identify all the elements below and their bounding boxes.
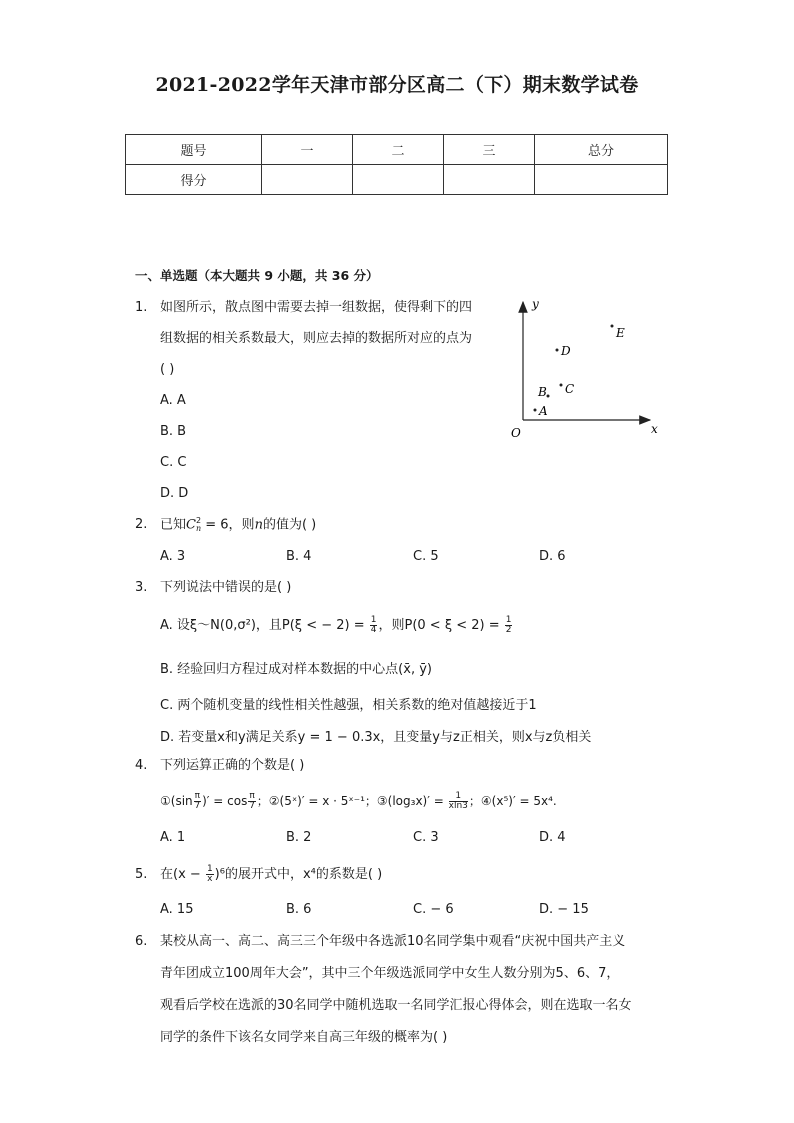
q4-expr-text: ；④(x⁵)′ = 5x⁴. (468, 794, 557, 808)
q4-expr-text: )′ = cos (202, 794, 248, 808)
q3-option-d: D. 若变量x和y满足关系y = 1 − 0.3x，且变量y与z正相关，则x与z负相关 (160, 730, 592, 745)
q2-option-a: A. 3 (160, 549, 186, 564)
q6-stem-line: 同学的条件下该名女同学来自高三年级的概率为( ) (160, 1030, 448, 1045)
q6-stem-line: 青年团成立100周年大会”，其中三个年级选派同学中女生人数分别为5、6、7， (160, 966, 620, 981)
y-axis-label: y (532, 297, 539, 311)
section-heading: 一、单选题（本大题共 9 小题，共 36 分） (135, 268, 379, 283)
q4-stem: 下列运算正确的个数是( ) (160, 758, 305, 773)
q3-option-b: B. 经验回归方程过成对样本数据的中心点(x̄, ȳ) (160, 662, 432, 677)
q2-option-b: B. 4 (286, 549, 312, 564)
question-number: 4. (135, 758, 148, 773)
point-d (556, 349, 559, 352)
point-c (560, 384, 563, 387)
score-table-header-row (126, 135, 668, 165)
fraction-numerator: 1 (370, 615, 377, 625)
q1-option-d: D. D (160, 486, 189, 501)
q3-option-a (160, 614, 513, 635)
score-cell (262, 165, 353, 195)
score-header-cell: 一 (262, 135, 353, 165)
page-title: 2021-2022学年天津市部分区高二（下）期末数学试卷 (155, 74, 639, 96)
point-b-label: B (538, 385, 547, 399)
scatter-plot-figure (505, 292, 665, 442)
q5-stem-text: )⁶的展开式中，x⁴的系数是( ) (214, 867, 383, 882)
score-header-cell: 三 (444, 135, 535, 165)
q3-option-c: C. 两个随机变量的线性相关性越强，相关系数的绝对值越接近于1 (160, 698, 537, 713)
fraction-numerator: 1 (206, 864, 213, 874)
point-b (547, 395, 550, 398)
fraction (248, 792, 255, 811)
q6-stem-line: 观看后学校在选派的30名同学中随机选取一名同学汇报心得体会，则在选取一名女 (160, 998, 632, 1013)
q4-expr-text: ①(sin (160, 794, 193, 808)
q4-option-d: D. 4 (539, 830, 566, 845)
q4-expr-text: ；②(5ˣ)′ = x · 5ˣ⁻¹；③(log₃x)′ = (256, 794, 448, 808)
fraction-numerator: 1 (505, 615, 512, 625)
q1-option-a: A. A (160, 393, 186, 408)
q3-option-a-text: ，则P(0 < ξ < 2) = (378, 618, 504, 633)
fraction-denominator: 2 (505, 625, 512, 635)
q1-stem-line: 组数据的相关系数最大，则应去掉的数据所对应的点为 (160, 331, 473, 346)
fraction-denominator: 4 (370, 625, 377, 635)
fraction-denominator: x (207, 874, 213, 884)
score-cell (535, 165, 668, 195)
score-header-cell: 题号 (126, 135, 262, 165)
q2-option-d: D. 6 (539, 549, 566, 564)
q2-stem-text: 已知 (160, 517, 187, 533)
q2-combination-symbol: C (186, 517, 196, 533)
fraction-denominator: xln3 (448, 801, 468, 811)
point-e-label: E (616, 326, 625, 340)
q1-option-c: C. C (160, 455, 187, 470)
fraction-denominator: 7 (194, 801, 201, 811)
score-table-score-row (126, 165, 668, 195)
q5-option-c: C. − 6 (413, 902, 454, 917)
q2-combination-sup: 2 (195, 516, 202, 525)
q2-variable: n (254, 517, 263, 533)
q5-stem (160, 865, 382, 884)
q5-option-a: A. 15 (160, 902, 194, 917)
origin-label: O (511, 426, 521, 440)
q4-option-c: C. 3 (413, 830, 439, 845)
point-a (534, 409, 537, 412)
score-header-cell: 总分 (535, 135, 668, 165)
fraction-denominator: 7 (249, 801, 255, 811)
fraction-numerator: π (194, 791, 201, 801)
point-a-label: A (539, 404, 548, 418)
question-number: 6. (135, 934, 148, 949)
q2-stem (160, 517, 316, 534)
fraction (505, 616, 513, 635)
score-cell (444, 165, 535, 195)
q4-option-b: B. 2 (286, 830, 312, 845)
question-number: 2. (135, 517, 148, 532)
q3-stem: 下列说法中错误的是( ) (160, 580, 292, 595)
q5-stem-text: 在(x − (160, 867, 205, 882)
x-axis-label: x (651, 422, 658, 436)
score-table (125, 134, 668, 195)
question-number: 5. (135, 867, 148, 882)
q4-expressions (160, 792, 557, 811)
fraction-numerator: 1 (449, 792, 468, 802)
score-cell (353, 165, 444, 195)
q2-option-c: C. 5 (413, 549, 439, 564)
fraction (370, 616, 378, 635)
score-header-cell: 二 (353, 135, 444, 165)
q1-stem-line: 如图所示，散点图中需要去掉一组数据，使得剩下的四 (160, 300, 473, 315)
q4-option-a: A. 1 (160, 830, 186, 845)
q2-stem-text: 的值为( ) (262, 517, 317, 533)
q5-option-b: B. 6 (286, 902, 312, 917)
point-c-label: C (565, 382, 575, 396)
q5-option-d: D. − 15 (539, 902, 589, 917)
fraction (449, 792, 468, 811)
q1-option-b: B. B (160, 424, 187, 439)
q2-stem-text: = 6，则 (201, 517, 255, 533)
fraction (206, 865, 214, 884)
point-e (611, 325, 614, 328)
question-number: 3. (135, 580, 148, 595)
fraction-numerator: π (249, 791, 255, 801)
q3-option-a-text: A. 设ξ～N(0,σ²)，且P(ξ < − 2) = (160, 618, 369, 633)
point-d-label: D (561, 344, 571, 358)
score-row-label: 得分 (126, 165, 262, 195)
q1-stem-line: ( ) (160, 362, 175, 377)
fraction (194, 792, 201, 811)
question-number: 1. (135, 300, 148, 315)
q6-stem-line: 某校从高一、高二、高三三个年级中各选派10名同学集中观看“庆祝中国共产主义 (160, 934, 626, 949)
q2-combination-sub: n (195, 524, 202, 533)
